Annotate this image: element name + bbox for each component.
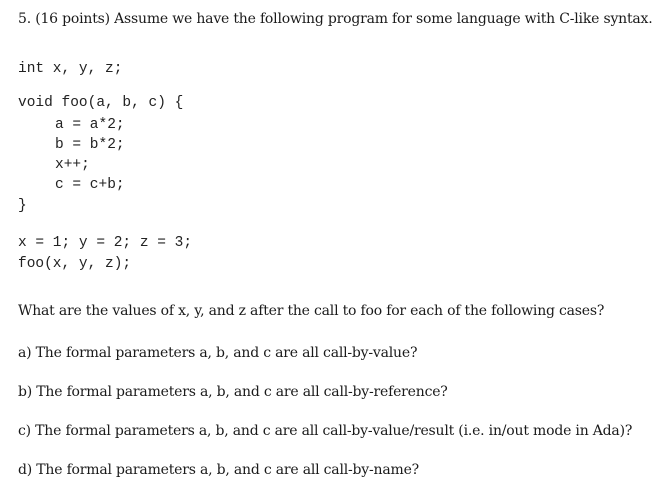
case-d: d) The formal parameters a, b, and c are all call-by-name? (18, 462, 419, 478)
code-function-call: foo(x, y, z); (18, 256, 132, 272)
question-header: 5. (16 points) Assume we have the following program for some language with C-like syntax. (18, 11, 653, 27)
case-a: a) The formal parameters a, b, and c are all call-by-value? (18, 345, 418, 361)
code-declaration: int x, y, z; (18, 61, 123, 77)
case-c: c) The formal parameters a, b, and c are all call-by-value/result (i.e. in/out mode in Ada)? (18, 423, 633, 439)
code-line: c = c+b; (55, 177, 125, 193)
code-closing-brace: } (18, 198, 27, 214)
code-line: a = a*2; (55, 117, 125, 133)
question-prompt: What are the values of x, y, and z after the call to foo for each of the following cases? (18, 303, 605, 319)
code-line: x++; (55, 157, 90, 173)
case-b: b) The formal parameters a, b, and c are all call-by-reference? (18, 384, 448, 400)
code-line: b = b*2; (55, 137, 125, 153)
code-function-signature: void foo(a, b, c) { (18, 95, 184, 111)
code-assignments: x = 1; y = 2; z = 3; (18, 235, 193, 251)
